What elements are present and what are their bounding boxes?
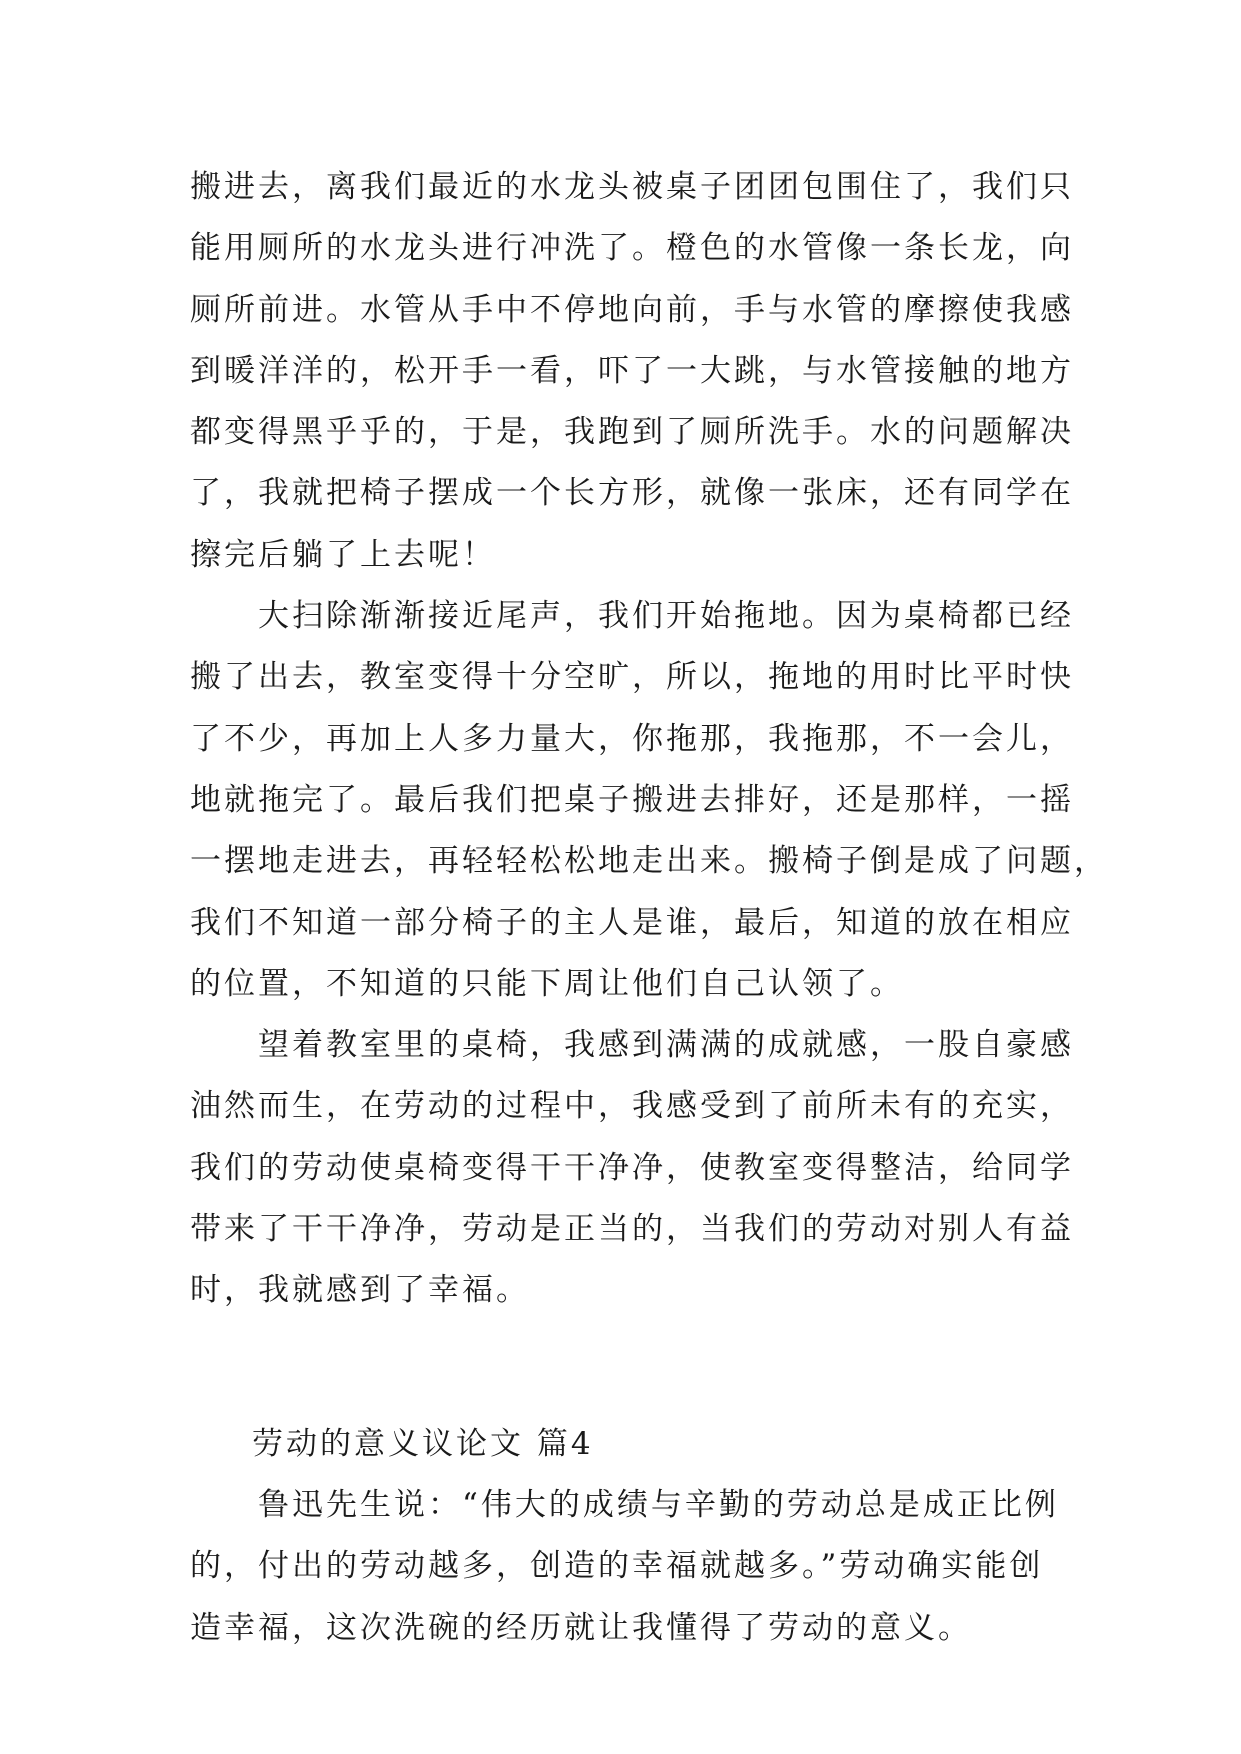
text-line: 时，我就感到了幸福。 xyxy=(190,1272,530,1309)
text-line: 一摆地走进去，再轻轻松松地走出来。搬椅子倒是成了问题， xyxy=(190,843,1108,880)
text-line: 搬了出去，教室变得十分空旷，所以，拖地的用时比平时快 xyxy=(190,659,1074,696)
text-line: 我们的劳动使桌椅变得干干净净，使教室变得整洁，给同学 xyxy=(190,1149,1074,1186)
paragraph-1 xyxy=(190,157,1074,586)
paragraph-3 xyxy=(190,1015,1074,1321)
text-line: 大扫除渐渐接近尾声，我们开始拖地。因为桌椅都已经 xyxy=(190,598,1074,635)
text-line: 望着教室里的桌椅，我感到满满的成就感，一股自豪感 xyxy=(190,1027,1074,1064)
text-line: 了，我就把椅子摆成一个长方形，就像一张床，还有同学在 xyxy=(190,475,1074,512)
paragraph-4 xyxy=(190,1475,1060,1659)
text-line: 了不少，再加上人多力量大，你拖那，我拖那，不一会儿， xyxy=(190,720,1074,757)
paragraph-2 xyxy=(190,586,1108,1015)
document-body xyxy=(190,157,1108,1659)
text-line: 都变得黑乎乎的，于是，我跑到了厕所洗手。水的问题解决 xyxy=(190,414,1074,451)
section-heading: 劳动的意义议论文 篇4 xyxy=(252,1425,594,1462)
text-line: 鲁迅先生说：“伟大的成绩与辛勤的劳动总是成正比例 xyxy=(190,1486,1059,1523)
section-spacer xyxy=(190,1322,1060,1414)
text-line: 造幸福，这次洗碗的经历就让我懂得了劳动的意义。 xyxy=(190,1609,972,1646)
text-line: 到暖洋洋的，松开手一看，吓了一大跳，与水管接触的地方 xyxy=(190,352,1074,389)
text-line: 搬进去，离我们最近的水龙头被桌子团团包围住了，我们只 xyxy=(190,169,1074,205)
text-line: 油然而生，在劳动的过程中，我感受到了前所未有的充实， xyxy=(190,1088,1074,1125)
text-line: 的位置，不知道的只能下周让他们自己认领了。 xyxy=(190,965,904,1002)
text-line: 的，付出的劳动越多，创造的幸福就越多。”劳动确实能创 xyxy=(190,1548,1044,1585)
text-line: 带来了干干净净，劳动是正当的，当我们的劳动对别人有益 xyxy=(190,1211,1074,1248)
text-line: 擦完后躺了上去呢！ xyxy=(190,536,496,573)
text-line: 地就拖完了。最后我们把桌子搬进去排好，还是那样，一摇 xyxy=(190,781,1074,818)
text-line: 厕所前进。水管从手中不停地向前，手与水管的摩擦使我感 xyxy=(190,291,1074,328)
text-line: 我们不知道一部分椅子的主人是谁，最后，知道的放在相应 xyxy=(190,904,1074,941)
text-line: 能用厕所的水龙头进行冲洗了。橙色的水管像一条长龙，向 xyxy=(190,230,1074,267)
